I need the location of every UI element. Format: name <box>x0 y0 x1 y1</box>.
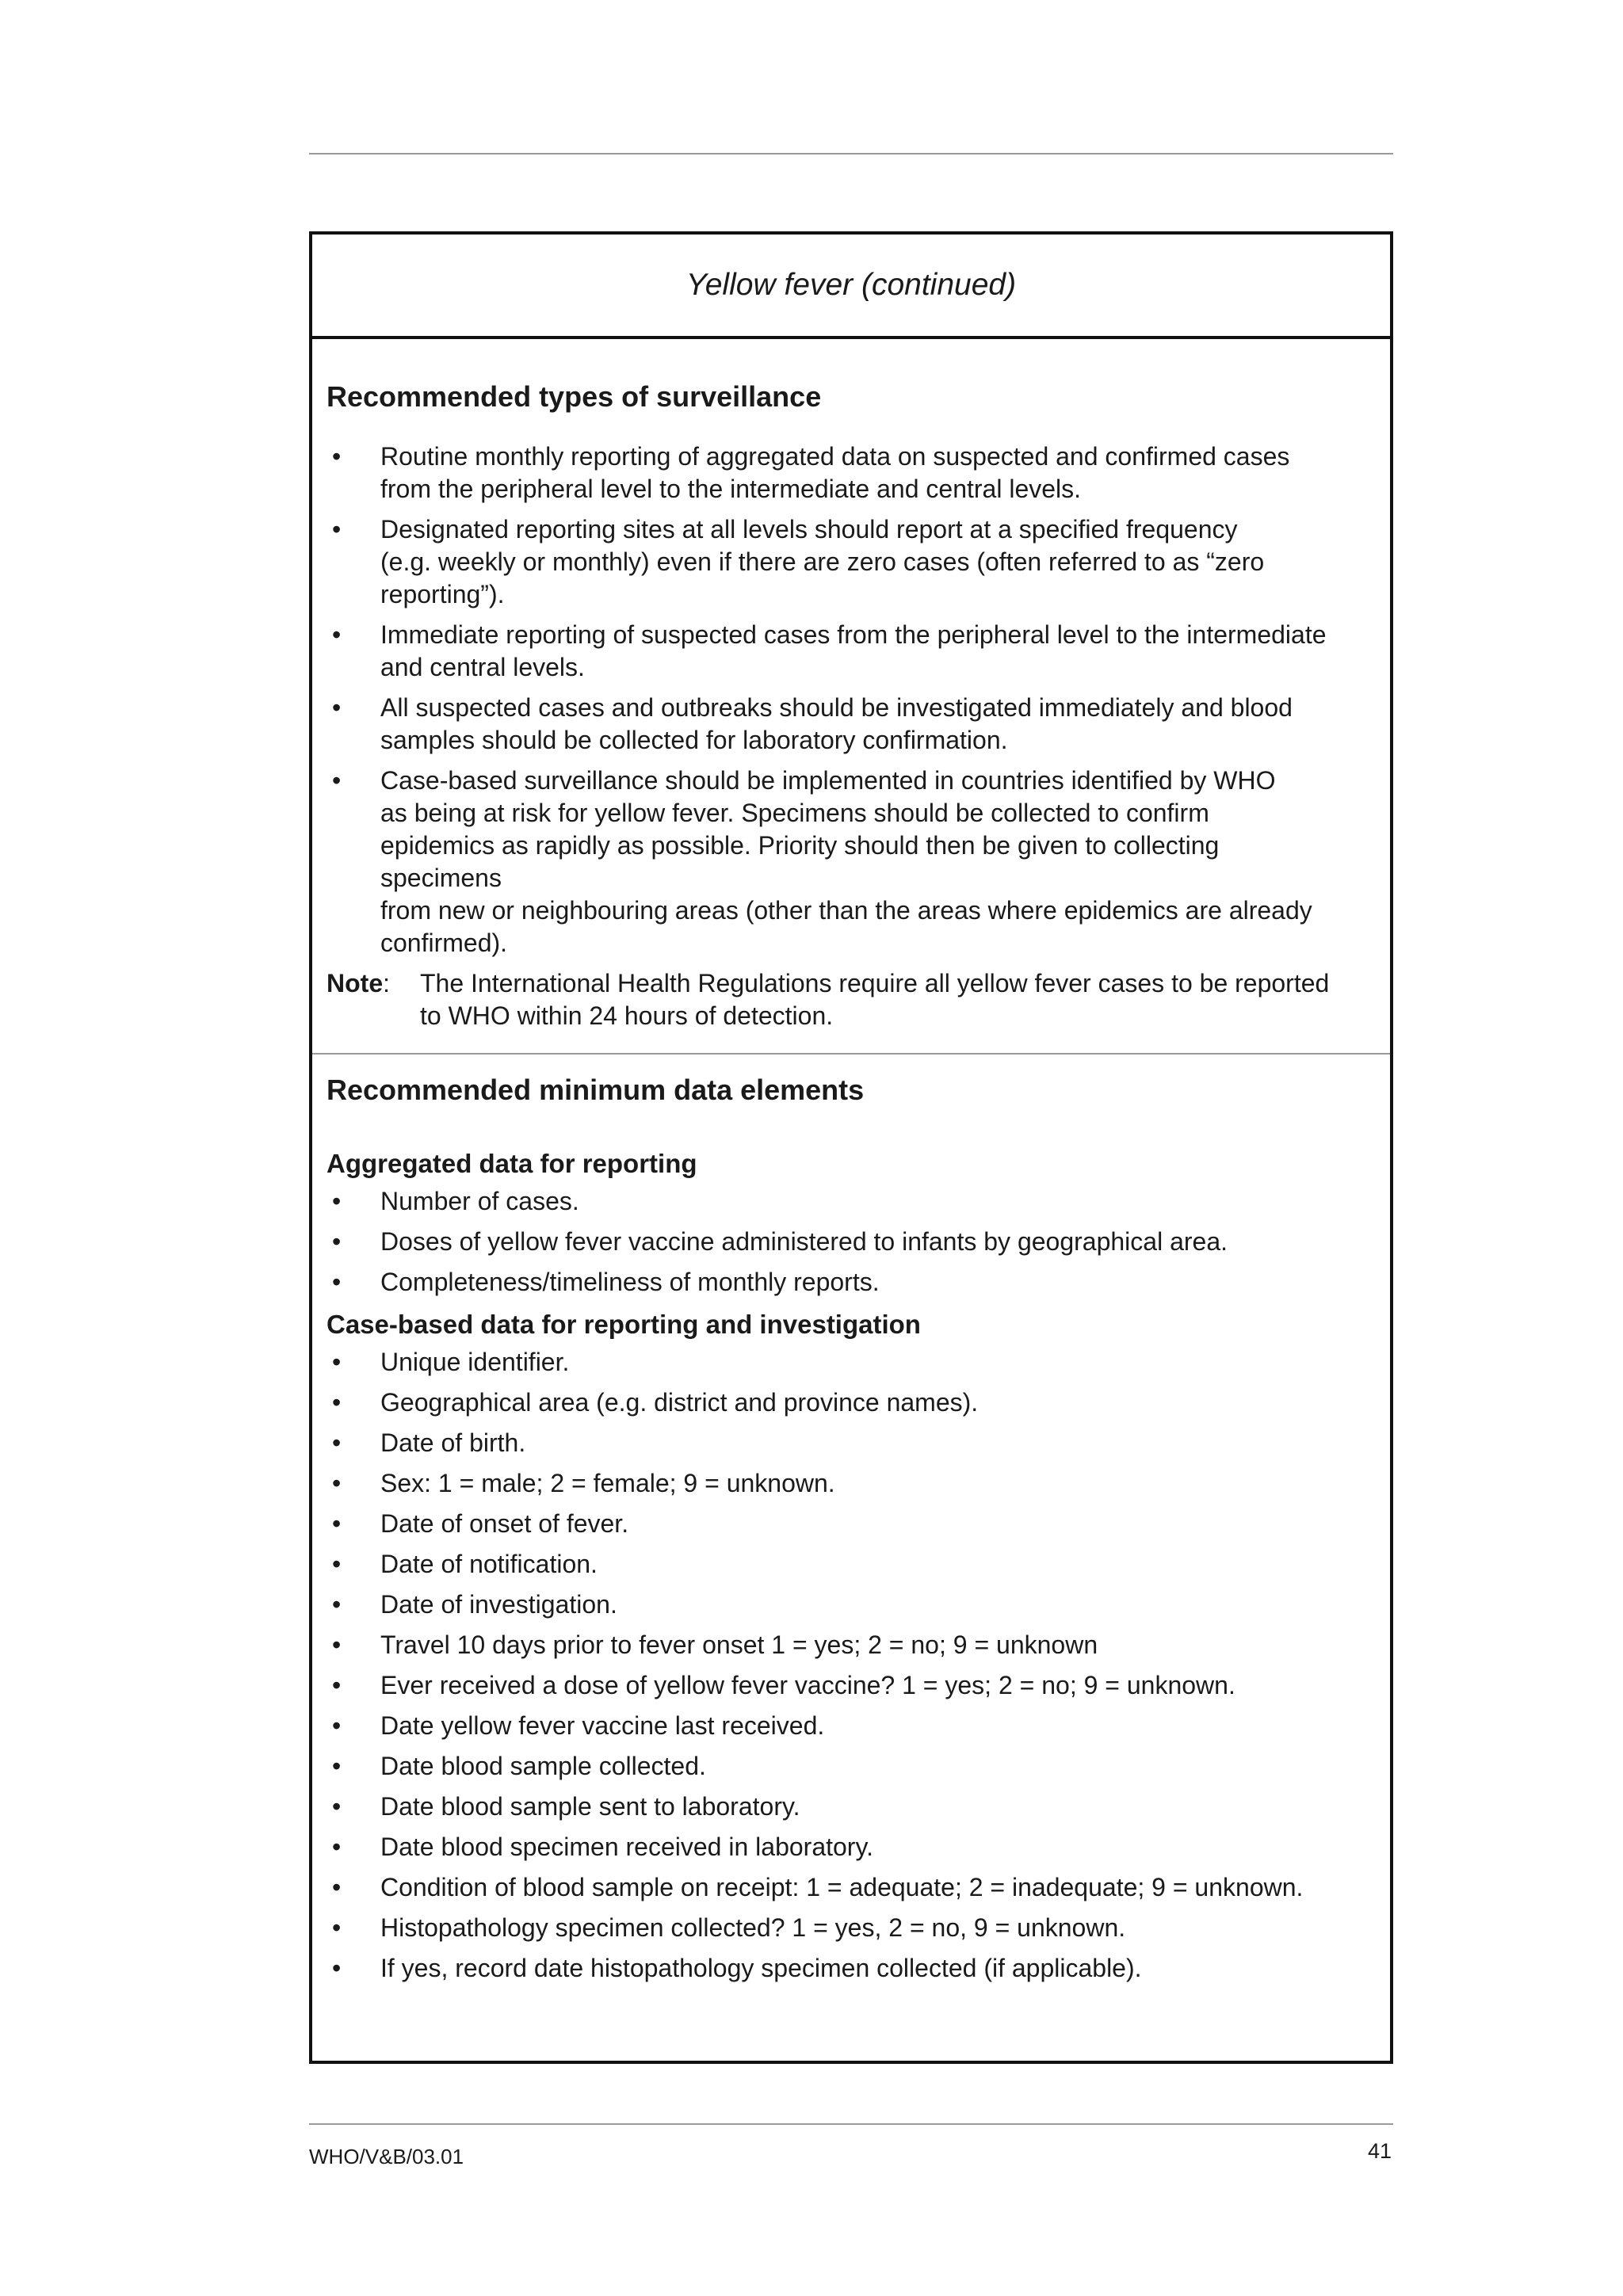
list-item-line: All suspected cases and outbreaks should be investigated immediately and blood <box>380 693 1293 722</box>
list-item <box>327 1423 1373 1463</box>
list-item-text: If yes, record date histopathology specimen collected (if applicable). <box>380 1954 1142 1982</box>
note-text <box>420 967 1329 1032</box>
list-item-text: Unique identifier. <box>380 1348 570 1376</box>
header-rule <box>309 153 1393 154</box>
bullet-icon: • <box>332 1388 342 1417</box>
bullet-icon: • <box>332 1954 342 1982</box>
box-title: Yellow fever (continued) <box>312 235 1390 339</box>
list-item-text: Histopathology specimen collected? 1 = yes, 2 = no, 9 = unknown. <box>380 1913 1126 1942</box>
list-item <box>327 441 1373 505</box>
note-line: to WHO within 24 hours of detection. <box>420 1001 834 1030</box>
list-item <box>327 1181 1373 1222</box>
bullet-icon: • <box>332 1590 342 1619</box>
list-item-text: Date of notification. <box>380 1550 598 1578</box>
list-item <box>327 1867 1373 1908</box>
list-item <box>327 513 1373 611</box>
list-item <box>327 1827 1373 1867</box>
list-item-line: samples should be collected for laboratory confirmation. <box>380 726 1008 754</box>
list-item <box>327 1262 1373 1302</box>
bullet-icon: • <box>332 1428 342 1457</box>
note-label-text: Note <box>327 969 384 997</box>
case-based-heading: Case-based data for reporting and investigation <box>327 1310 921 1339</box>
list-item-text: Travel 10 days prior to fever onset 1 = yes; 2 = no; 9 = unknown <box>380 1630 1098 1659</box>
list-item <box>327 1544 1373 1585</box>
aggregated-heading: Aggregated data for reporting <box>327 1149 697 1178</box>
list-item-line: reporting”). <box>380 580 505 608</box>
surveillance-section <box>312 339 1390 1032</box>
list-item <box>327 1948 1373 1989</box>
bullet-icon: • <box>332 442 342 471</box>
list-item-line: (e.g. weekly or monthly) even if there are zero cases (often referred to as “zero <box>380 547 1265 576</box>
list-item <box>327 1222 1373 1262</box>
list-item-text: Sex: 1 = male; 2 = female; 9 = unknown. <box>380 1469 835 1497</box>
bullet-icon: • <box>332 1752 342 1780</box>
list-item <box>327 1585 1373 1625</box>
bullet-icon: • <box>332 515 342 543</box>
list-item <box>327 1383 1373 1423</box>
list-item-line: from the peripheral level to the intermediate and central levels. <box>380 475 1082 503</box>
note-label <box>327 967 420 1032</box>
surveillance-list <box>327 441 1373 959</box>
list-item <box>327 619 1373 684</box>
bullet-icon: • <box>332 693 342 722</box>
list-item <box>327 1625 1373 1665</box>
list-item-text: Completeness/timeliness of monthly reports. <box>380 1268 880 1296</box>
surveillance-heading: Recommended types of surveillance <box>327 380 822 413</box>
list-item <box>327 1665 1373 1706</box>
list-item-line: Routine monthly reporting of aggregated data on suspected and confirmed cases <box>380 442 1290 471</box>
list-item <box>327 1463 1373 1504</box>
list-item <box>327 1504 1373 1544</box>
bullet-icon: • <box>332 1671 342 1699</box>
bullet-icon: • <box>332 1509 342 1538</box>
bullet-icon: • <box>332 1833 342 1861</box>
bullet-icon: • <box>332 1630 342 1659</box>
bullet-icon: • <box>332 1550 342 1578</box>
list-item-text: Ever received a dose of yellow fever vaccine? 1 = yes; 2 = no; 9 = unknown. <box>380 1671 1235 1699</box>
data-elements-heading: Recommended minimum data elements <box>327 1074 865 1106</box>
content-box <box>309 231 1393 2064</box>
bullet-icon: • <box>332 1792 342 1821</box>
list-item <box>327 765 1373 959</box>
bullet-icon: • <box>332 1913 342 1942</box>
list-item-line: confirmed). <box>380 929 508 957</box>
list-item <box>327 1908 1373 1948</box>
list-item-line: epidemics as rapidly as possible. Priority should then be given to collecting <box>380 831 1220 860</box>
list-item-text: Doses of yellow fever vaccine administered to infants by geographical area. <box>380 1227 1228 1256</box>
list-item-line: and central levels. <box>380 653 585 681</box>
list-item-text: Geographical area (e.g. district and province names). <box>380 1388 979 1417</box>
note <box>327 967 1373 1032</box>
note-line: The International Health Regulations require all yellow fever cases to be reported <box>420 969 1330 997</box>
bullet-icon: • <box>332 1348 342 1376</box>
bullet-icon: • <box>332 1711 342 1740</box>
list-item-text: Date yellow fever vaccine last received. <box>380 1711 825 1740</box>
bullet-icon: • <box>332 1227 342 1256</box>
bullet-icon: • <box>332 1469 342 1497</box>
aggregated-list <box>327 1181 1373 1302</box>
list-item-line: specimens <box>380 864 502 892</box>
document-code: WHO/V&B/03.01 <box>309 2145 464 2168</box>
list-item <box>327 692 1373 757</box>
bullet-icon: • <box>332 1268 342 1296</box>
list-item <box>327 1342 1373 1383</box>
page-number: 41 <box>1367 2139 1392 2163</box>
list-item-text: Date blood sample sent to laboratory. <box>380 1792 800 1821</box>
list-item-text: Condition of blood sample on receipt: 1 = adequate; 2 = inadequate; 9 = unknown. <box>380 1873 1304 1901</box>
list-item <box>327 1706 1373 1746</box>
list-item-text: Date of onset of fever. <box>380 1509 629 1538</box>
list-item-text: Number of cases. <box>380 1187 579 1215</box>
bullet-icon: • <box>332 1873 342 1901</box>
bullet-icon: • <box>332 766 342 795</box>
bullet-icon: • <box>332 1187 342 1215</box>
note-colon: : <box>383 969 390 997</box>
list-item-line: as being at risk for yellow fever. Specimens should be collected to confirm <box>380 799 1209 827</box>
list-item-line: from new or neighbouring areas (other than the areas where epidemics are already <box>380 896 1312 925</box>
list-item-line: Designated reporting sites at all levels should report at a specified frequency <box>380 515 1238 543</box>
list-item-text: Date of investigation. <box>380 1590 617 1619</box>
data-elements-section <box>312 1055 1390 1989</box>
list-item-line: Case-based surveillance should be implemented in countries identified by WHO <box>380 766 1276 795</box>
list-item <box>327 1746 1373 1787</box>
footer-rule <box>309 2123 1393 2125</box>
list-item-text: Date blood specimen received in laboratory. <box>380 1833 873 1861</box>
list-item <box>327 1787 1373 1827</box>
list-item-line: Immediate reporting of suspected cases from the peripheral level to the intermediate <box>380 620 1327 649</box>
bullet-icon: • <box>332 620 342 649</box>
list-item-text: Date of birth. <box>380 1428 526 1457</box>
list-item-text: Date blood sample collected. <box>380 1752 706 1780</box>
case-based-list <box>327 1342 1373 1989</box>
